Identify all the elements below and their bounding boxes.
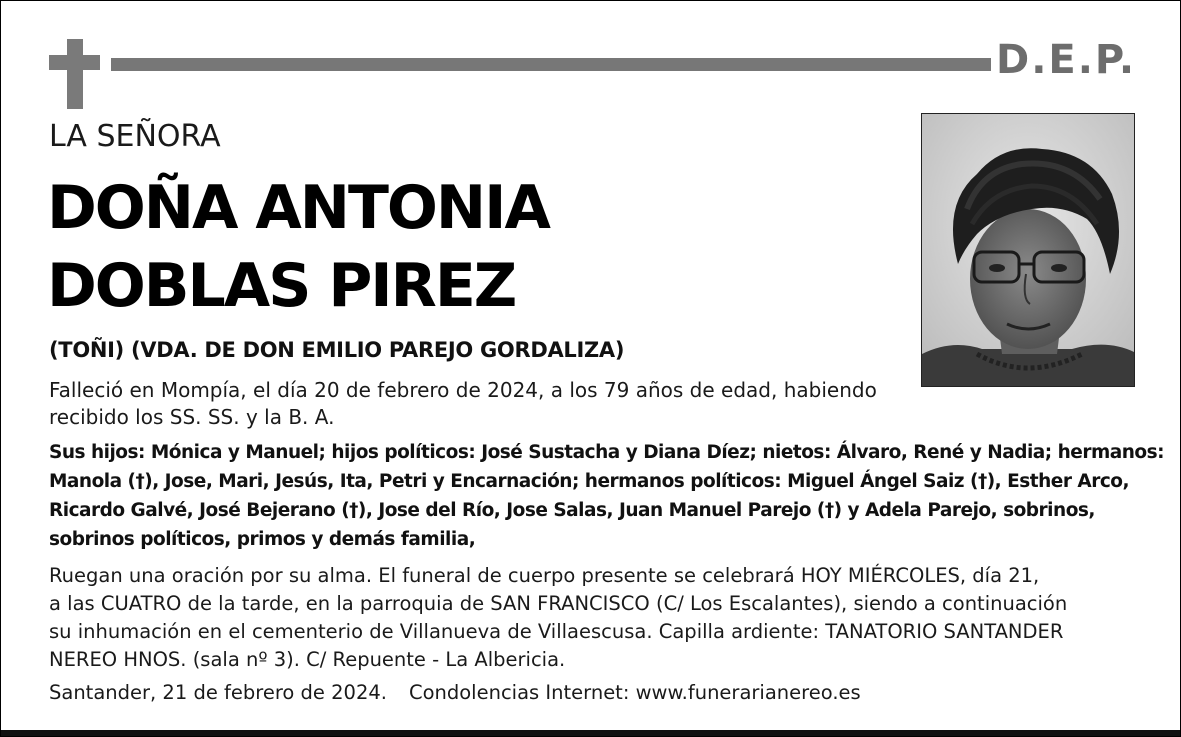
funeral-details bbox=[49, 562, 1119, 674]
death-line-1: Falleció en Mompía, el día 20 de febrero de 2024, a los 79 años de edad, habiendo bbox=[49, 378, 877, 402]
portrait-photo bbox=[921, 113, 1135, 387]
funeral-line-4: NEREO HNOS. (sala nº 3). C/ Repuente - La Albericia. bbox=[49, 648, 566, 671]
condolences-link[interactable]: Condolencias Internet: www.funerarianereo.es bbox=[408, 681, 861, 704]
death-line-2: recibido los SS. SS. y la B. A. bbox=[49, 405, 335, 429]
pre-title: LA SEÑORA bbox=[49, 119, 221, 154]
dep-label: D.E.P. bbox=[996, 37, 1137, 83]
footer bbox=[49, 681, 861, 704]
funeral-line-3: su inhumación en el cementerio de Villanueva de Villaescusa. Capilla ardiente: TANATORIO SANTANDER bbox=[49, 620, 1064, 643]
family-list: Sus hijos: Mónica y Manuel; hijos políticos: José Sustacha y Diana Díez; nietos: Álvaro, René y Nadia; hermanos: Manola (†), Jose, Mari, Jesús, Ita, Petri y Encarnación; hermanos políticos: Miguel Ángel Saiz (†), Esther Arco, Ricardo Galvé, José Bejerano (†), Jose del Río, Jose Salas, Juan Manuel Parejo (†) y Adela Parejo, sobrinos, sobrinos políticos, primos y demás familia, bbox=[49, 442, 1165, 550]
deceased-name bbox=[47, 169, 549, 325]
name-line-1: DOÑA ANTONIA bbox=[47, 173, 549, 243]
death-notice bbox=[49, 377, 889, 431]
header-rule bbox=[111, 58, 991, 71]
name-line-2: DOBLAS PIREZ bbox=[47, 251, 516, 321]
funeral-line-1: Ruegan una oración por su alma. El funeral de cuerpo presente se celebrará HOY MIÉRCOLES, día 21, bbox=[49, 564, 1040, 587]
nickname: (TOÑI) (VDA. DE DON EMILIO PAREJO GORDALIZA) bbox=[49, 338, 625, 362]
place-date: Santander, 21 de febrero de 2024. bbox=[49, 681, 387, 704]
bottom-border bbox=[1, 730, 1180, 736]
funeral-line-2: a las CUATRO de la tarde, en la parroquia de SAN FRANCISCO (C/ Los Escalantes), siendo a continuación bbox=[49, 592, 1068, 615]
